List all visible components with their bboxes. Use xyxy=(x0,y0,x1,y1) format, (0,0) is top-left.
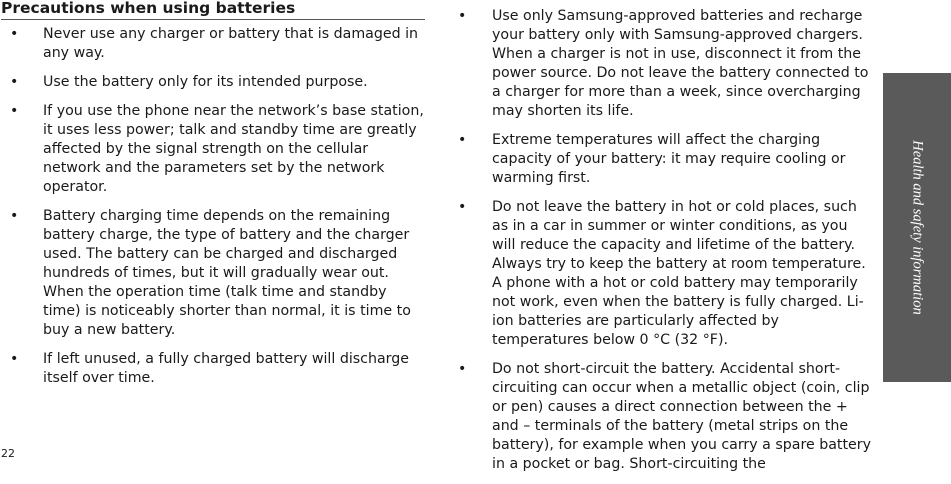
list-item xyxy=(451,7,871,121)
list-item xyxy=(451,198,871,350)
list-item xyxy=(0,25,424,63)
side-tab xyxy=(883,73,951,382)
list-item xyxy=(451,131,871,188)
bullet-icon: • xyxy=(10,351,19,367)
section-heading: Precautions when using batteries xyxy=(1,0,425,20)
list-item xyxy=(451,360,871,474)
bullet-icon: • xyxy=(458,132,467,148)
list-item-text: If you use the phone near the network’s base station, it uses less power; talk and standby time are greatly affected by the signal strength on the cellular network and the parameters set by the network operator. xyxy=(43,103,424,195)
list-item-text: Do not short-circuit the battery. Accidental short-circuiting can occur when a metallic object (coin, clip or pen) causes a direct connection between the + and – terminals of the battery (metal strips on the battery), for example when you carry a spare battery in a pocket or bag. Short-circuiting the xyxy=(492,361,871,472)
bullet-icon: • xyxy=(10,26,19,42)
page-number: 22 xyxy=(1,447,15,460)
bullet-icon: • xyxy=(10,208,19,224)
list-item-text: Battery charging time depends on the remaining battery charge, the type of battery and the charger used. The battery can be charged and discharged hundreds of times, but it will gradually wear out. When the operation time (talk time and standby time) is noticeably shorter than normal, it is time to buy a new battery. xyxy=(43,208,411,338)
right-column-list xyxy=(451,7,871,484)
list-item xyxy=(0,73,424,92)
list-item xyxy=(0,102,424,197)
list-item xyxy=(0,207,424,340)
list-item-text: Never use any charger or battery that is damaged in any way. xyxy=(43,26,419,61)
list-item-text: Extreme temperatures will affect the charging capacity of your battery: it may require cooling or warming first. xyxy=(492,132,846,186)
bullet-icon: • xyxy=(458,199,467,215)
list-item-text: Use the battery only for its intended purpose. xyxy=(43,74,368,90)
list-item-text: If left unused, a fully charged battery will discharge itself over time. xyxy=(43,351,409,386)
bullet-icon: • xyxy=(458,361,467,377)
bullet-icon: • xyxy=(10,74,19,90)
left-column-list xyxy=(0,25,424,398)
side-tab-label: Health and safety information xyxy=(909,140,926,315)
bullet-icon: • xyxy=(10,103,19,119)
list-item xyxy=(0,350,424,388)
list-item-text: Do not leave the battery in hot or cold places, such as in a car in summer or winter conditions, as you will reduce the capacity and lifetime of the battery. Always try to keep the battery at room temperature. A phone with a hot or cold battery may temporarily not work, even when the battery is fully charged. Li-ion batteries are particularly affected by temperatures below 0 °C (32 °F). xyxy=(492,199,866,348)
bullet-icon: • xyxy=(458,8,467,24)
list-item-text: Use only Samsung-approved batteries and recharge your battery only with Samsung-approved chargers. When a charger is not in use, disconnect it from the power source. Do not leave the battery connected to a charger for more than a week, since overcharging may shorten its life. xyxy=(492,8,869,119)
